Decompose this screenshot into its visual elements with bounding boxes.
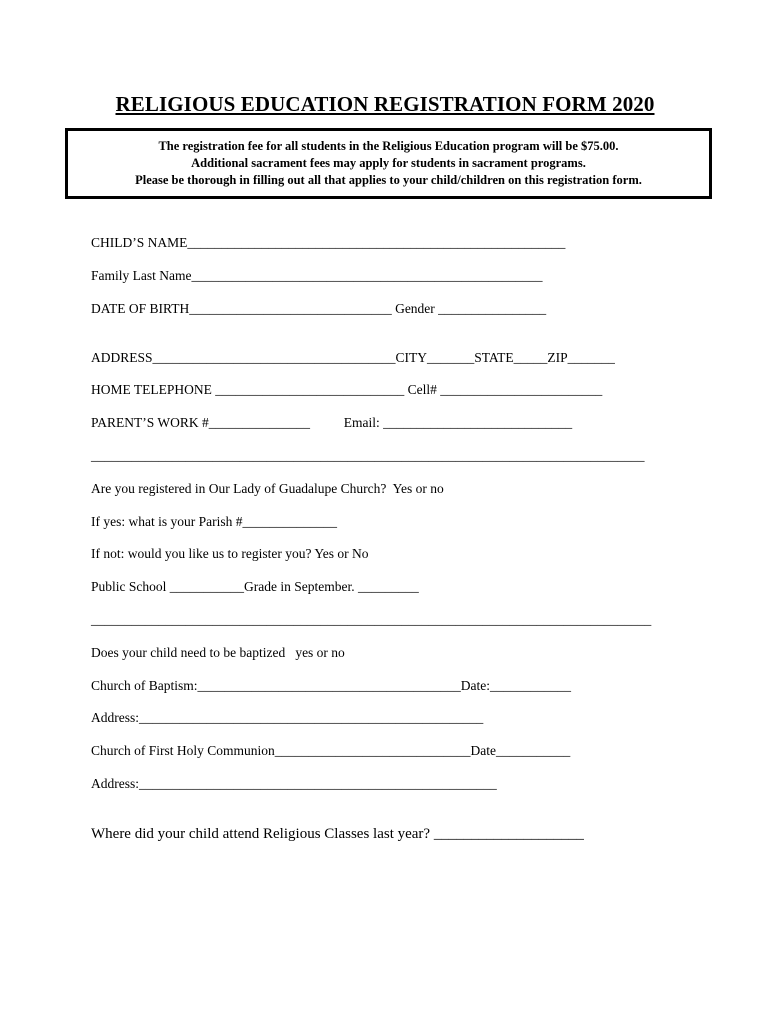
register-question[interactable]: If not: would you like us to register you? Yes or No <box>91 546 369 561</box>
form-title: RELIGIOUS EDUCATION REGISTRATION FORM 2020 <box>115 92 655 116</box>
baptism-address-field[interactable]: Address:___________________________________________________ <box>91 710 484 725</box>
divider-line: ___________________________________________________________________________________ <box>91 612 652 627</box>
school-grade-field[interactable]: Public School ___________Grade in September. _________ <box>91 579 419 594</box>
divider-line: __________________________________________________________________________________ <box>91 448 645 463</box>
baptized-question[interactable]: Does your child need to be baptized yes or no <box>91 645 345 660</box>
church-of-baptism-field[interactable]: Church of Baptism:_______________________________________Date:____________ <box>91 678 571 693</box>
communion-address-field[interactable]: Address:_____________________________________________________ <box>91 776 497 791</box>
childs-name-field[interactable]: CHILD’S NAME________________________________________________________ <box>91 235 566 250</box>
church-of-communion-field[interactable]: Church of First Holy Communion_____________________________Date___________ <box>91 743 571 758</box>
notice-line-2: Additional sacrament fees may apply for students in sacrament programs. <box>191 156 586 170</box>
family-last-name-field[interactable]: Family Last Name____________________________________________________ <box>91 268 543 283</box>
fee-notice-box <box>65 128 712 199</box>
notice-line-1: The registration fee for all students in the Religious Education program will be $75.00. <box>158 139 619 153</box>
registered-question[interactable]: Are you registered in Our Lady of Guadalupe Church? Yes or no <box>91 481 444 496</box>
address-field[interactable]: ADDRESS____________________________________CITY_______STATE_____ZIP_______ <box>91 350 615 365</box>
telephone-field[interactable]: HOME TELEPHONE ____________________________ Cell# ________________________ <box>91 382 603 397</box>
last-year-classes-field[interactable]: Where did your child attend Religious Classes last year? ____________________ <box>91 826 584 842</box>
parish-field[interactable]: If yes: what is your Parish #______________ <box>91 514 337 529</box>
notice-line-3: Please be thorough in filling out all that applies to your child/children on this registration form. <box>135 173 642 187</box>
dob-gender-field[interactable]: DATE OF BIRTH______________________________ Gender ________________ <box>91 301 547 316</box>
work-email-field[interactable]: PARENT’S WORK #_______________ Email: ____________________________ <box>91 415 573 430</box>
